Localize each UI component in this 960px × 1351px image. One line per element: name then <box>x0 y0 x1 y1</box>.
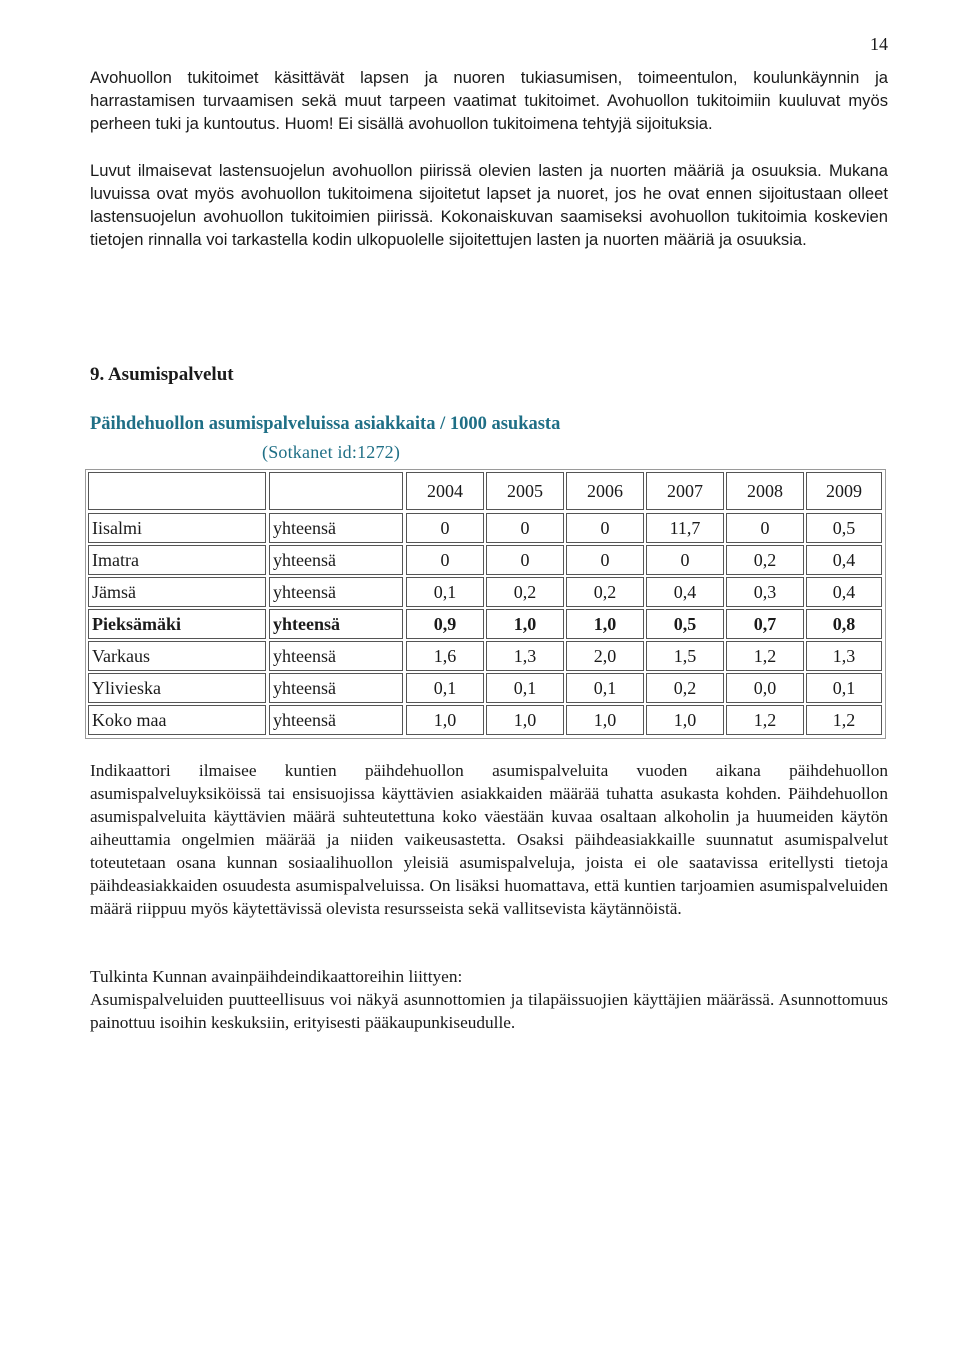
table-value-cell: 1,3 <box>486 641 564 671</box>
table-value-cell: 1,0 <box>486 609 564 639</box>
row-total-label: yhteensä <box>269 641 403 671</box>
table-value-cell: 0,3 <box>726 577 804 607</box>
year-header-2004: 2004 <box>406 472 484 510</box>
table-value-cell: 0,4 <box>646 577 724 607</box>
table-value-cell: 0,8 <box>806 609 882 639</box>
table-value-cell: 0 <box>726 513 804 543</box>
table-value-cell: 2,0 <box>566 641 644 671</box>
table-value-cell: 0 <box>406 545 484 575</box>
data-table <box>85 469 886 739</box>
table-value-cell: 0,2 <box>566 577 644 607</box>
table-value-cell: 0,1 <box>566 673 644 703</box>
table-value-cell: 1,2 <box>726 641 804 671</box>
paragraph-avohuolto-figures: Luvut ilmaisevat lastensuojelun avohuollon piirissä olevien lasten ja nuorten määriä ja osuuksia. Mukana luvuissa ovat myös avohuollon tukitoimena sijoitetut lapset ja nuoret, jos he ovat ennen sijoitustaan olleet lastensuojelun avohuollon tukitoimien piirissä. Kokonaiskuvan saamiseksi avohuollon tukitoimia koskevien tietojen rinnalla voi tarkastella kodin ulkopuolelle sijoitettujen lasten ja nuorten määriä ja osuuksia. <box>90 161 888 249</box>
table-value-cell: 1,0 <box>566 705 644 735</box>
row-municipality-name: Jämsä <box>88 577 266 607</box>
row-total-label: yhteensä <box>269 609 403 639</box>
table-value-cell: 0,2 <box>726 545 804 575</box>
paragraph-interpretation-text: Asumispalveluiden puutteellisuus voi näkyä asunnottomien ja tilapäissuojien käyttäjien määrässä. Asunnottomuus painottuu isoihin keskuksiin, erityisesti pääkaupunkiseudulle. <box>90 990 888 1032</box>
table-value-cell: 0,5 <box>806 513 882 543</box>
year-header-2007: 2007 <box>646 472 724 510</box>
year-header-2009: 2009 <box>806 472 882 510</box>
row-total-label: yhteensä <box>269 513 403 543</box>
row-municipality-name: Iisalmi <box>88 513 266 543</box>
table-value-cell: 1,5 <box>646 641 724 671</box>
header-empty-label <box>269 472 403 510</box>
table-value-cell: 11,7 <box>646 513 724 543</box>
table-value-cell: 1,0 <box>646 705 724 735</box>
table-value-cell: 0 <box>566 545 644 575</box>
row-municipality-name: Ylivieska <box>88 673 266 703</box>
table-value-cell: 0,2 <box>646 673 724 703</box>
year-header-2006: 2006 <box>566 472 644 510</box>
table-value-cell: 1,6 <box>406 641 484 671</box>
table-value-cell: 0,5 <box>646 609 724 639</box>
row-municipality-name: Imatra <box>88 545 266 575</box>
table-subtitle: (Sotkanet id:1272) <box>262 442 401 462</box>
page-number: 14 <box>870 34 888 54</box>
table-value-cell: 1,0 <box>566 609 644 639</box>
paragraph-interpretation-heading: Tulkinta Kunnan avainpäihdeindikaattoreihin liittyen: <box>90 967 463 986</box>
year-header-2008: 2008 <box>726 472 804 510</box>
table-value-cell: 1,0 <box>406 705 484 735</box>
table-value-cell: 0,4 <box>806 545 882 575</box>
row-total-label: yhteensä <box>269 673 403 703</box>
table-value-cell: 0 <box>566 513 644 543</box>
paragraph-avohuolto-definition: Avohuollon tukitoimet käsittävät lapsen ja nuoren tukiasumisen, toimeentulon, koulunkäynnin ja harrastamisen turvaamisen sekä muut tarpeen vaatimat tukitoimet. Avohuollon tukitoimiin kuuluvat myös perheen tuki ja kuntoutus. Huom! Ei sisällä avohuollon tukitoimena tehtyjä sijoituksia. <box>90 68 888 133</box>
year-header-2005: 2005 <box>486 472 564 510</box>
table-value-cell: 0,7 <box>726 609 804 639</box>
table-value-cell: 0,1 <box>486 673 564 703</box>
row-municipality-name: Koko maa <box>88 705 266 735</box>
table-value-cell: 1,2 <box>806 705 882 735</box>
table-value-cell: 0,9 <box>406 609 484 639</box>
table-value-cell: 0 <box>486 513 564 543</box>
row-total-label: yhteensä <box>269 545 403 575</box>
table-value-cell: 0,0 <box>726 673 804 703</box>
table-value-cell: 0,1 <box>406 673 484 703</box>
table-value-cell: 0,1 <box>406 577 484 607</box>
paragraph-indicator-description: Indikaattori ilmaisee kuntien päihdehuollon asumispalveluita vuoden aikana päihdehuollon asumispalveluyksiköissä tai ensisuojissa käyttävien asiakkaiden määrää tuhatta asukasta kohden. Päihdehuollon asumispalveluita käyttävien määrä suhteutettuna koko väestään kuvaa osaltaan alkoholin ja huumeiden käytön aiheuttamia ongelmien määrää ja niiden vaikeusastetta. Osaksi päihdeasiakkaille suunnatut asumispalvelut toteutetaan osana kunnan sosiaalihuollon yleisiä asumispalveluja, joista ei ole saatavissa eritellysti tietoja päihdeasiakkaiden osuudesta asumispalveluissa. On lisäksi huomattava, että kuntien tarjoamien asumispalveluiden määrä riippuu myös käytettävissä olevista resursseista sekä vallitsevista käytännöistä. <box>90 761 888 918</box>
table-value-cell: 0 <box>646 545 724 575</box>
table-value-cell: 1,0 <box>486 705 564 735</box>
table-value-cell: 0 <box>486 545 564 575</box>
header-empty-name <box>88 472 266 510</box>
table-value-cell: 1,3 <box>806 641 882 671</box>
table-value-cell: 0,4 <box>806 577 882 607</box>
table-value-cell: 0,2 <box>486 577 564 607</box>
row-total-label: yhteensä <box>269 577 403 607</box>
table-title: Päihdehuollon asumispalveluissa asiakkaita / 1000 asukasta <box>90 414 561 434</box>
table-value-cell: 0,1 <box>806 673 882 703</box>
row-municipality-name: Varkaus <box>88 641 266 671</box>
row-total-label: yhteensä <box>269 705 403 735</box>
row-municipality-name: Pieksämäki <box>88 609 266 639</box>
section-heading: 9. Asumispalvelut <box>90 364 234 385</box>
table-value-cell: 1,2 <box>726 705 804 735</box>
table-value-cell: 0 <box>406 513 484 543</box>
